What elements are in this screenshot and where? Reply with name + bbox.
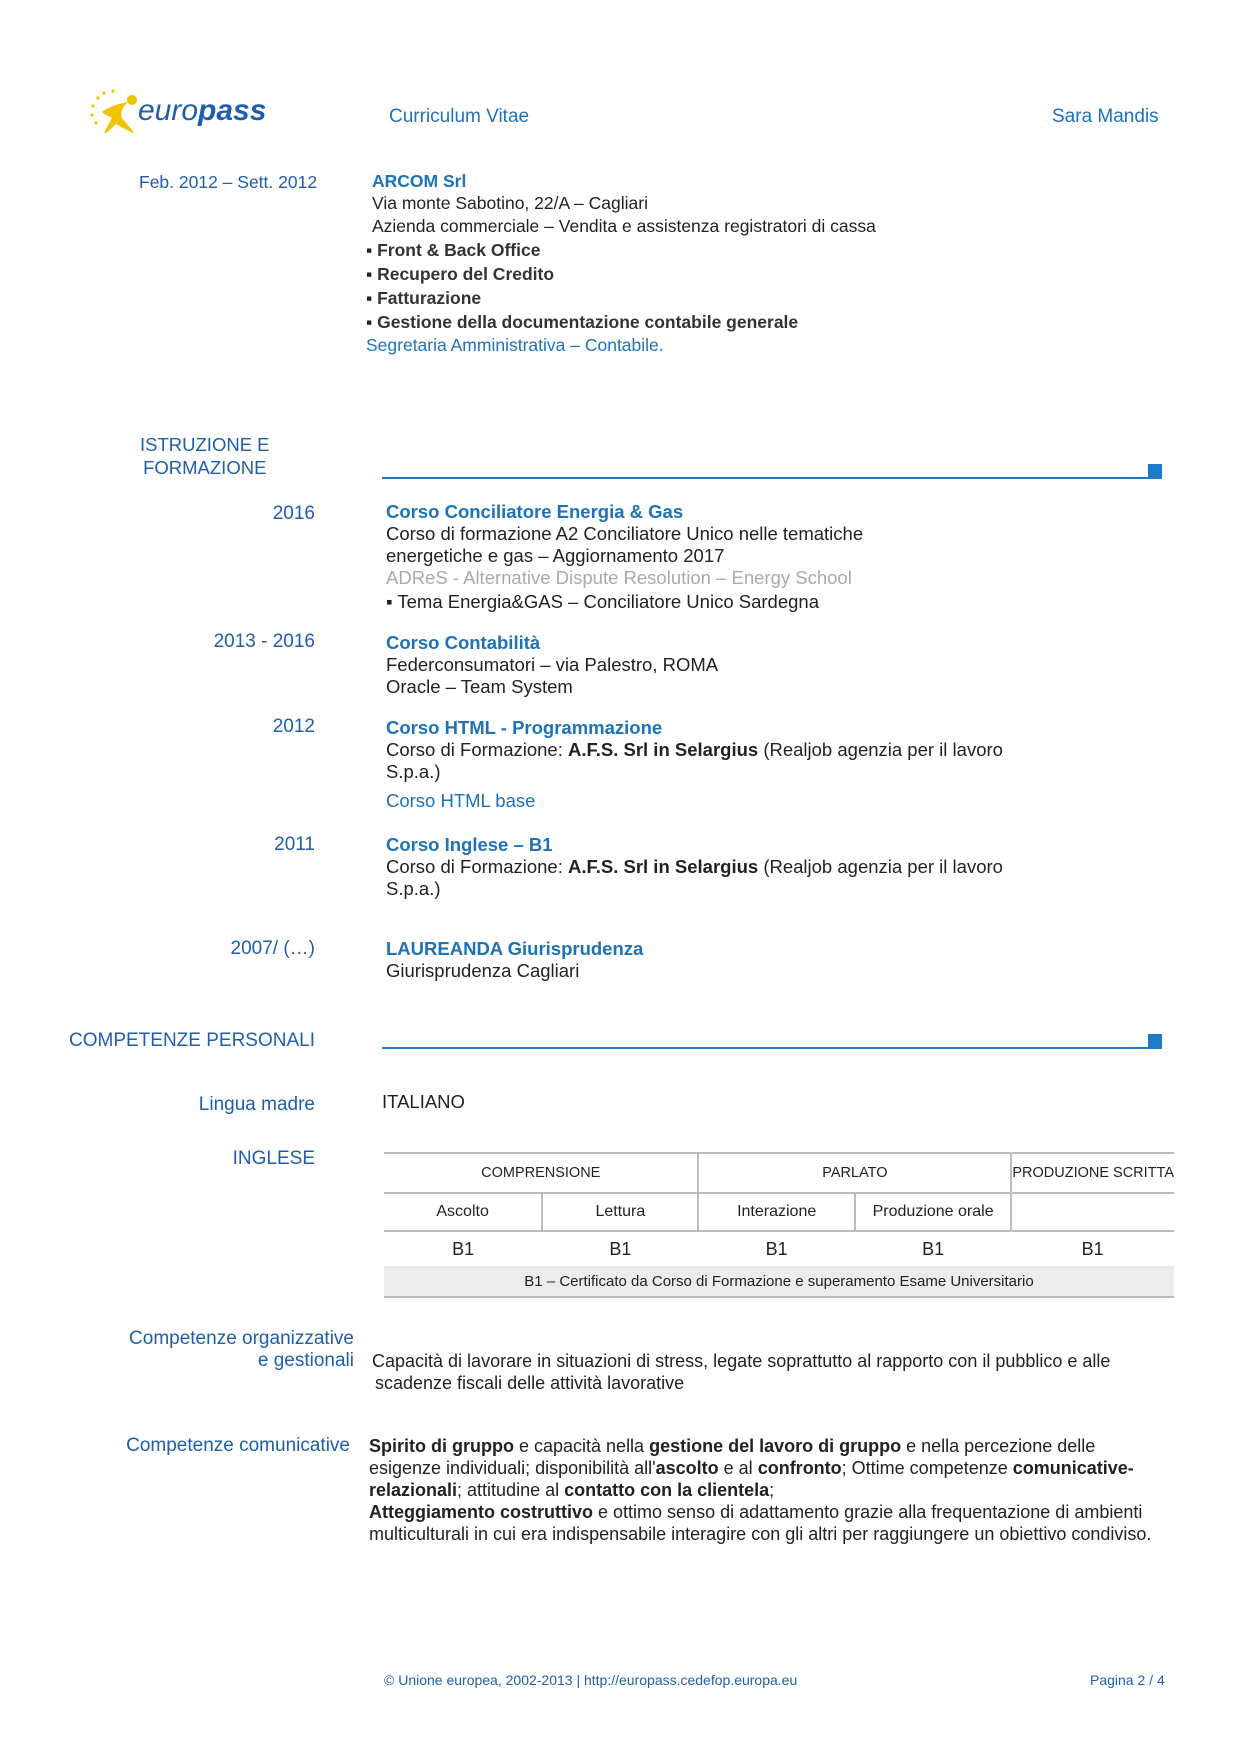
section-divider — [382, 477, 1162, 479]
education-title: Corso HTML - Programmazione — [386, 717, 663, 738]
education-line-bold: A.F.S. Srl in Selargius — [567, 739, 759, 760]
org-skills-label — [129, 1328, 354, 1372]
education-line: ADReS - Alternative Dispute Resolution – Energy School — [386, 567, 852, 588]
education-line — [386, 739, 1003, 761]
level-writing: B1 — [1011, 1231, 1174, 1266]
sub-reading: Lettura — [542, 1193, 698, 1231]
education-line: Oracle – Team System — [386, 676, 573, 697]
europass-logo — [88, 88, 267, 138]
com-bold: contatto con la clientela — [564, 1480, 770, 1500]
education-heading-line1: ISTRUZIONE E — [140, 434, 270, 455]
education-line: S.p.a.) — [386, 878, 441, 899]
level-spoken-production: B1 — [855, 1231, 1011, 1266]
mother-tongue-value: ITALIANO — [382, 1091, 465, 1112]
footer-copyright: © Unione europea, 2002-2013 | http://europass.cedefop.europa.eu — [384, 1672, 798, 1688]
com-bold: Spirito di gruppo — [369, 1436, 514, 1456]
experience-company: ARCOM Srl — [372, 171, 467, 191]
com-bold: ascolto — [655, 1458, 719, 1478]
section-marker-icon — [1148, 1034, 1162, 1048]
education-line-text: (Realjob agenzia per il lavoro — [758, 856, 1003, 877]
experience-dates: Feb. 2012 – Sett. 2012 — [139, 172, 318, 192]
com-text: e capacità nella — [513, 1436, 650, 1456]
com-bold: Atteggiamento costruttivo — [369, 1502, 594, 1522]
certificate-note: B1 – Certificato da Corso di Formazione e superamento Esame Universitario — [384, 1266, 1174, 1297]
experience-task: ▪ Front & Back Office — [366, 240, 541, 260]
com-bold: gestione del lavoro di gruppo — [649, 1436, 902, 1456]
section-marker-icon — [1148, 464, 1162, 478]
education-line: Giurisprudenza Cagliari — [386, 960, 580, 981]
org-skills-line: scadenze fiscali delle attività lavorative — [375, 1373, 685, 1393]
education-title: LAUREANDA Giurisprudenza — [386, 938, 644, 959]
section-divider — [382, 1047, 1162, 1049]
experience-task: ▪ Fatturazione — [366, 288, 482, 308]
education-date: 2012 — [272, 716, 315, 737]
education-line-text: (Realjob agenzia per il lavoro — [758, 739, 1003, 760]
bullet-icon: ▪ — [366, 312, 378, 332]
education-item — [386, 632, 718, 698]
com-bold: comunicative-relazionali — [369, 1458, 1134, 1500]
education-line-text: Corso di Formazione: — [386, 856, 568, 877]
candidate-name: Sara Mandis — [1052, 106, 1159, 127]
header-spoken: PARLATO — [698, 1153, 1011, 1193]
experience-task: ▪ Recupero del Credito — [366, 264, 555, 284]
education-heading-line2: FORMAZIONE — [143, 457, 267, 478]
education-heading — [140, 433, 270, 479]
education-line: Corso di formazione A2 Conciliatore Unico nelle tematiche — [386, 523, 864, 544]
education-line: ▪ Tema Energia&GAS – Conciliatore Unico Sardegna — [386, 591, 819, 612]
experience-address: Via monte Sabotino, 22/A – Cagliari — [372, 193, 648, 213]
education-title: Corso Contabilità — [386, 632, 541, 653]
skills-heading: COMPETENZE PERSONALI — [69, 1030, 315, 1051]
com-text: e nella percezione delle esigenze individuali; disponibilità all' — [369, 1436, 1096, 1478]
com-bold: confronto — [757, 1458, 842, 1478]
logo-text-euro: euro — [138, 94, 199, 127]
header-written: PRODUZIONE SCRITTA — [1011, 1153, 1174, 1193]
level-listening: B1 — [384, 1231, 542, 1266]
header-comprehension: COMPRENSIONE — [384, 1153, 698, 1193]
education-line: energetiche e gas – Aggiornamento 2017 — [386, 545, 725, 566]
mother-tongue-label: Lingua madre — [198, 1094, 315, 1115]
education-line-text: Corso di Formazione: — [386, 739, 568, 760]
experience-task: ▪ Gestione della documentazione contabile generale — [366, 312, 799, 332]
experience-role: Segretaria Amministrativa – Contabile. — [366, 335, 664, 355]
education-title: Corso Inglese – B1 — [386, 834, 553, 855]
language-skills-table — [384, 1152, 1174, 1298]
education-date: 2013 - 2016 — [213, 631, 315, 652]
com-text: e ottimo senso di adattamento grazie alla frequentazione di ambienti multiculturali in cui era indispensabile interagire con gli altri per raggiungere un obiettivo condiviso. — [369, 1502, 1152, 1544]
experience-block — [366, 170, 876, 356]
com-text: ; — [769, 1480, 775, 1500]
education-line: Corso HTML base — [386, 790, 536, 811]
document-title: Curriculum Vitae — [389, 106, 530, 127]
logo-text-pass: pass — [198, 94, 267, 127]
com-text: e al — [718, 1458, 758, 1478]
com-skills-text — [369, 1435, 1171, 1545]
education-line: Federconsumatori – via Palestro, ROMA — [386, 654, 719, 675]
sub-listening: Ascolto — [384, 1193, 542, 1231]
education-title: Corso Conciliatore Energia & Gas — [386, 501, 684, 522]
education-item — [386, 834, 1003, 900]
org-skills-label-line1: Competenze organizzative — [129, 1328, 354, 1349]
org-skills-line: Capacità di lavorare in situazioni di stress, legate soprattutto al rapporto con il pubblico e alle — [372, 1351, 1111, 1371]
education-date: 2011 — [274, 834, 315, 855]
language-label: INGLESE — [232, 1148, 315, 1169]
bullet-icon: ▪ — [366, 288, 378, 308]
com-text: ; attitudine al — [457, 1480, 565, 1500]
education-date: 2016 — [272, 503, 315, 524]
org-skills-label-line2: e gestionali — [257, 1350, 354, 1371]
education-line: S.p.a.) — [386, 761, 441, 782]
level-reading: B1 — [542, 1231, 698, 1266]
sub-spoken-production: Produzione orale — [855, 1193, 1011, 1231]
com-skills-label: Competenze comunicative — [126, 1435, 350, 1456]
education-line — [386, 856, 1003, 878]
com-text: ; Ottime competenze — [841, 1458, 1013, 1478]
education-line-bold: A.F.S. Srl in Selargius — [567, 856, 759, 877]
sub-written-empty — [1011, 1193, 1174, 1231]
experience-description: Azienda commerciale – Vendita e assistenza registratori di cassa — [372, 216, 876, 236]
bullet-icon: ▪ — [366, 240, 378, 260]
education-date: 2007/ (…) — [230, 938, 315, 959]
education-item — [386, 717, 1003, 812]
education-item — [386, 938, 643, 982]
bullet-icon: ▪ — [366, 264, 378, 284]
sub-interaction: Interazione — [698, 1193, 854, 1231]
org-skills-text — [372, 1350, 1172, 1394]
education-item — [386, 501, 863, 613]
footer-page-number: Pagina 2 / 4 — [1090, 1672, 1165, 1688]
level-interaction: B1 — [698, 1231, 854, 1266]
